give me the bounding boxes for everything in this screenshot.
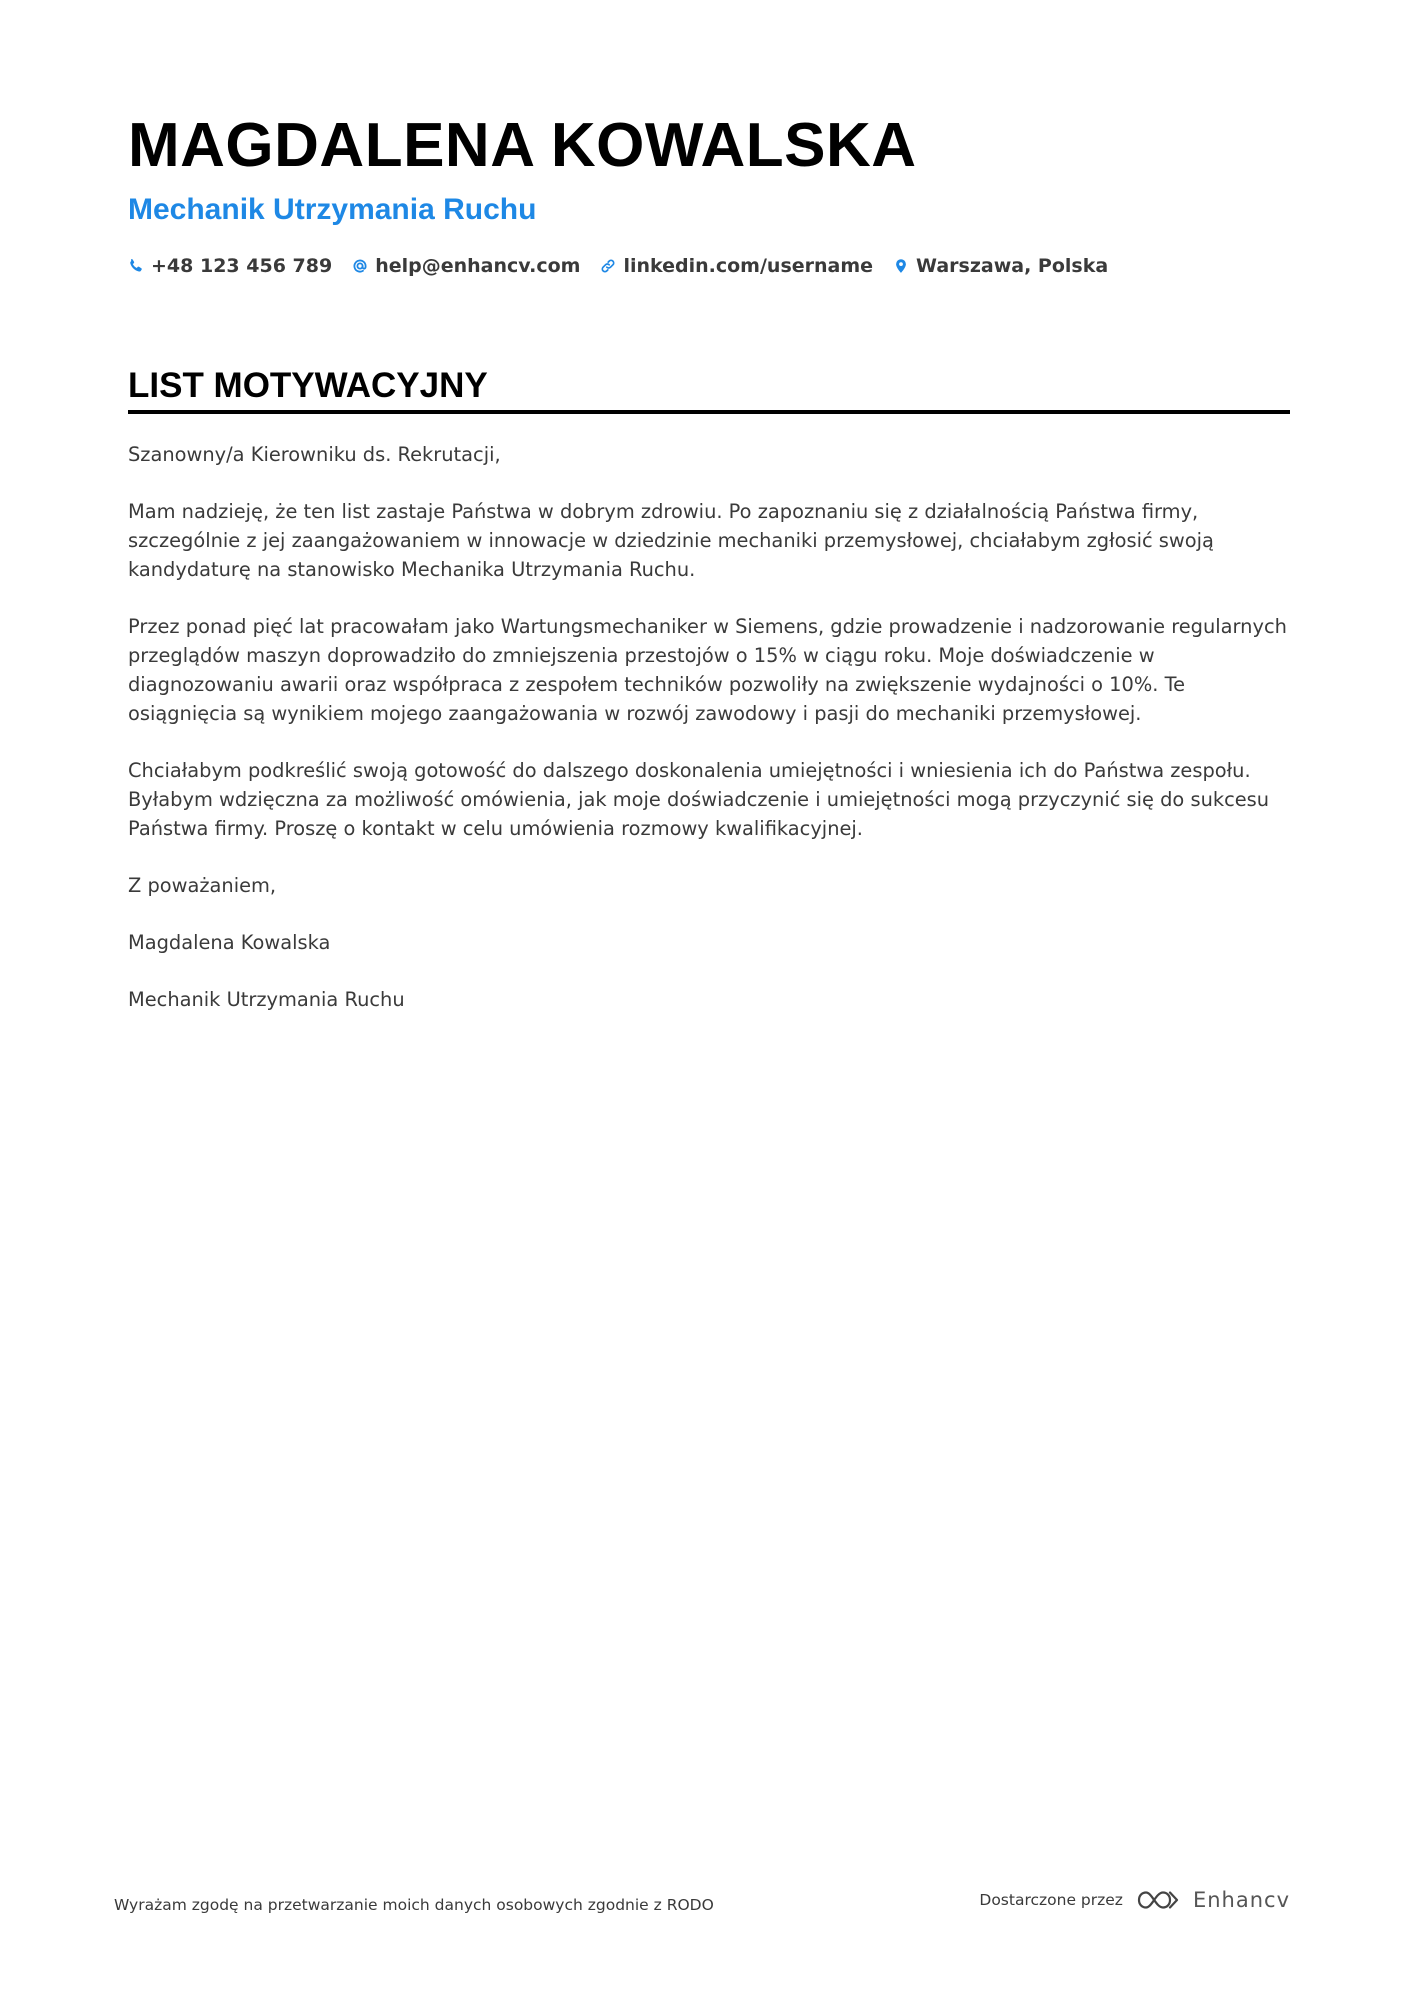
candidate-role: Mechanik Utrzymania Ruchu: [128, 193, 537, 226]
contact-location-text: Warszawa, Polska: [916, 255, 1109, 277]
enhancv-logo-icon: [1135, 1886, 1181, 1914]
gdpr-consent: Wyrażam zgodę na przetwarzanie moich danych osobowych zgodnie z RODO: [114, 1896, 714, 1914]
phone-icon: [128, 258, 144, 274]
contact-phone[interactable]: [128, 252, 332, 280]
location-pin-icon: [893, 258, 909, 274]
letter-greeting: Szanowny/a Kierowniku ds. Rekrutacji,: [128, 443, 501, 466]
footer-brand[interactable]: [979, 1886, 1290, 1914]
candidate-name: MAGDALENA KOWALSKA: [128, 111, 917, 180]
contact-email[interactable]: [352, 252, 580, 280]
contact-email-text: help@enhancv.com: [375, 255, 581, 277]
brand-name: Enhancv: [1192, 1888, 1290, 1912]
contact-phone-text: +48 123 456 789: [151, 255, 333, 277]
letter-body: [128, 440, 1298, 1042]
letter-paragraph: Chciałabym podkreślić swoją gotowość do dalszego doskonalenia umiejętności i wniesienia ich do Państwa zespołu. Byłabym wdzięczna za możliwość omówienia, jak moje doświadczenie i umiejętności mogą przyczynić się do sukcesu Państwa firmy. Proszę o kontakt w celu umówienia rozmowy kwalifikacyjnej.: [128, 759, 1270, 840]
contact-linkedin-text: linkedin.com/username: [623, 255, 874, 277]
at-icon: [352, 258, 368, 274]
signature-name: Magdalena Kowalska: [128, 931, 331, 954]
link-icon: [600, 258, 616, 274]
section-title: LIST MOTYWACYJNY: [128, 366, 488, 405]
signature-role: Mechanik Utrzymania Ruchu: [128, 988, 405, 1011]
letter-paragraph: Przez ponad pięć lat pracowałam jako Wartungsmechaniker w Siemens, gdzie prowadzenie i nadzorowanie regularnych przeglądów maszyn doprowadziło do zmniejszenia przestojów o 15% w ciągu roku. Moje doświadczenie w diagnozowaniu awarii oraz współpraca z zespołem techników pozwoliły na zwiększenie wydajności o 10%. Te osiągnięcia są wynikiem mojego zaangażowania w rozwój zawodowy i pasji do mechaniki przemysłowej.: [128, 615, 1287, 725]
letter-paragraph: Mam nadzieję, że ten list zastaje Państwa w dobrym zdrowiu. Po zapoznaniu się z działalnością Państwa firmy, szczególnie z jej zaangażowaniem w innowacje w dziedzinie mechaniki przemysłowej, chciałabym zgłosić swoją kandydaturę na stanowisko Mechanika Utrzymania Ruchu.: [128, 500, 1214, 581]
section-divider: [128, 410, 1290, 414]
contact-linkedin[interactable]: [600, 252, 873, 280]
letter-closing: Z poważaniem,: [128, 874, 277, 897]
contact-location: [893, 252, 1108, 280]
provided-by-label: Dostarczone przez: [979, 1891, 1123, 1909]
contact-bar: [128, 252, 1108, 280]
